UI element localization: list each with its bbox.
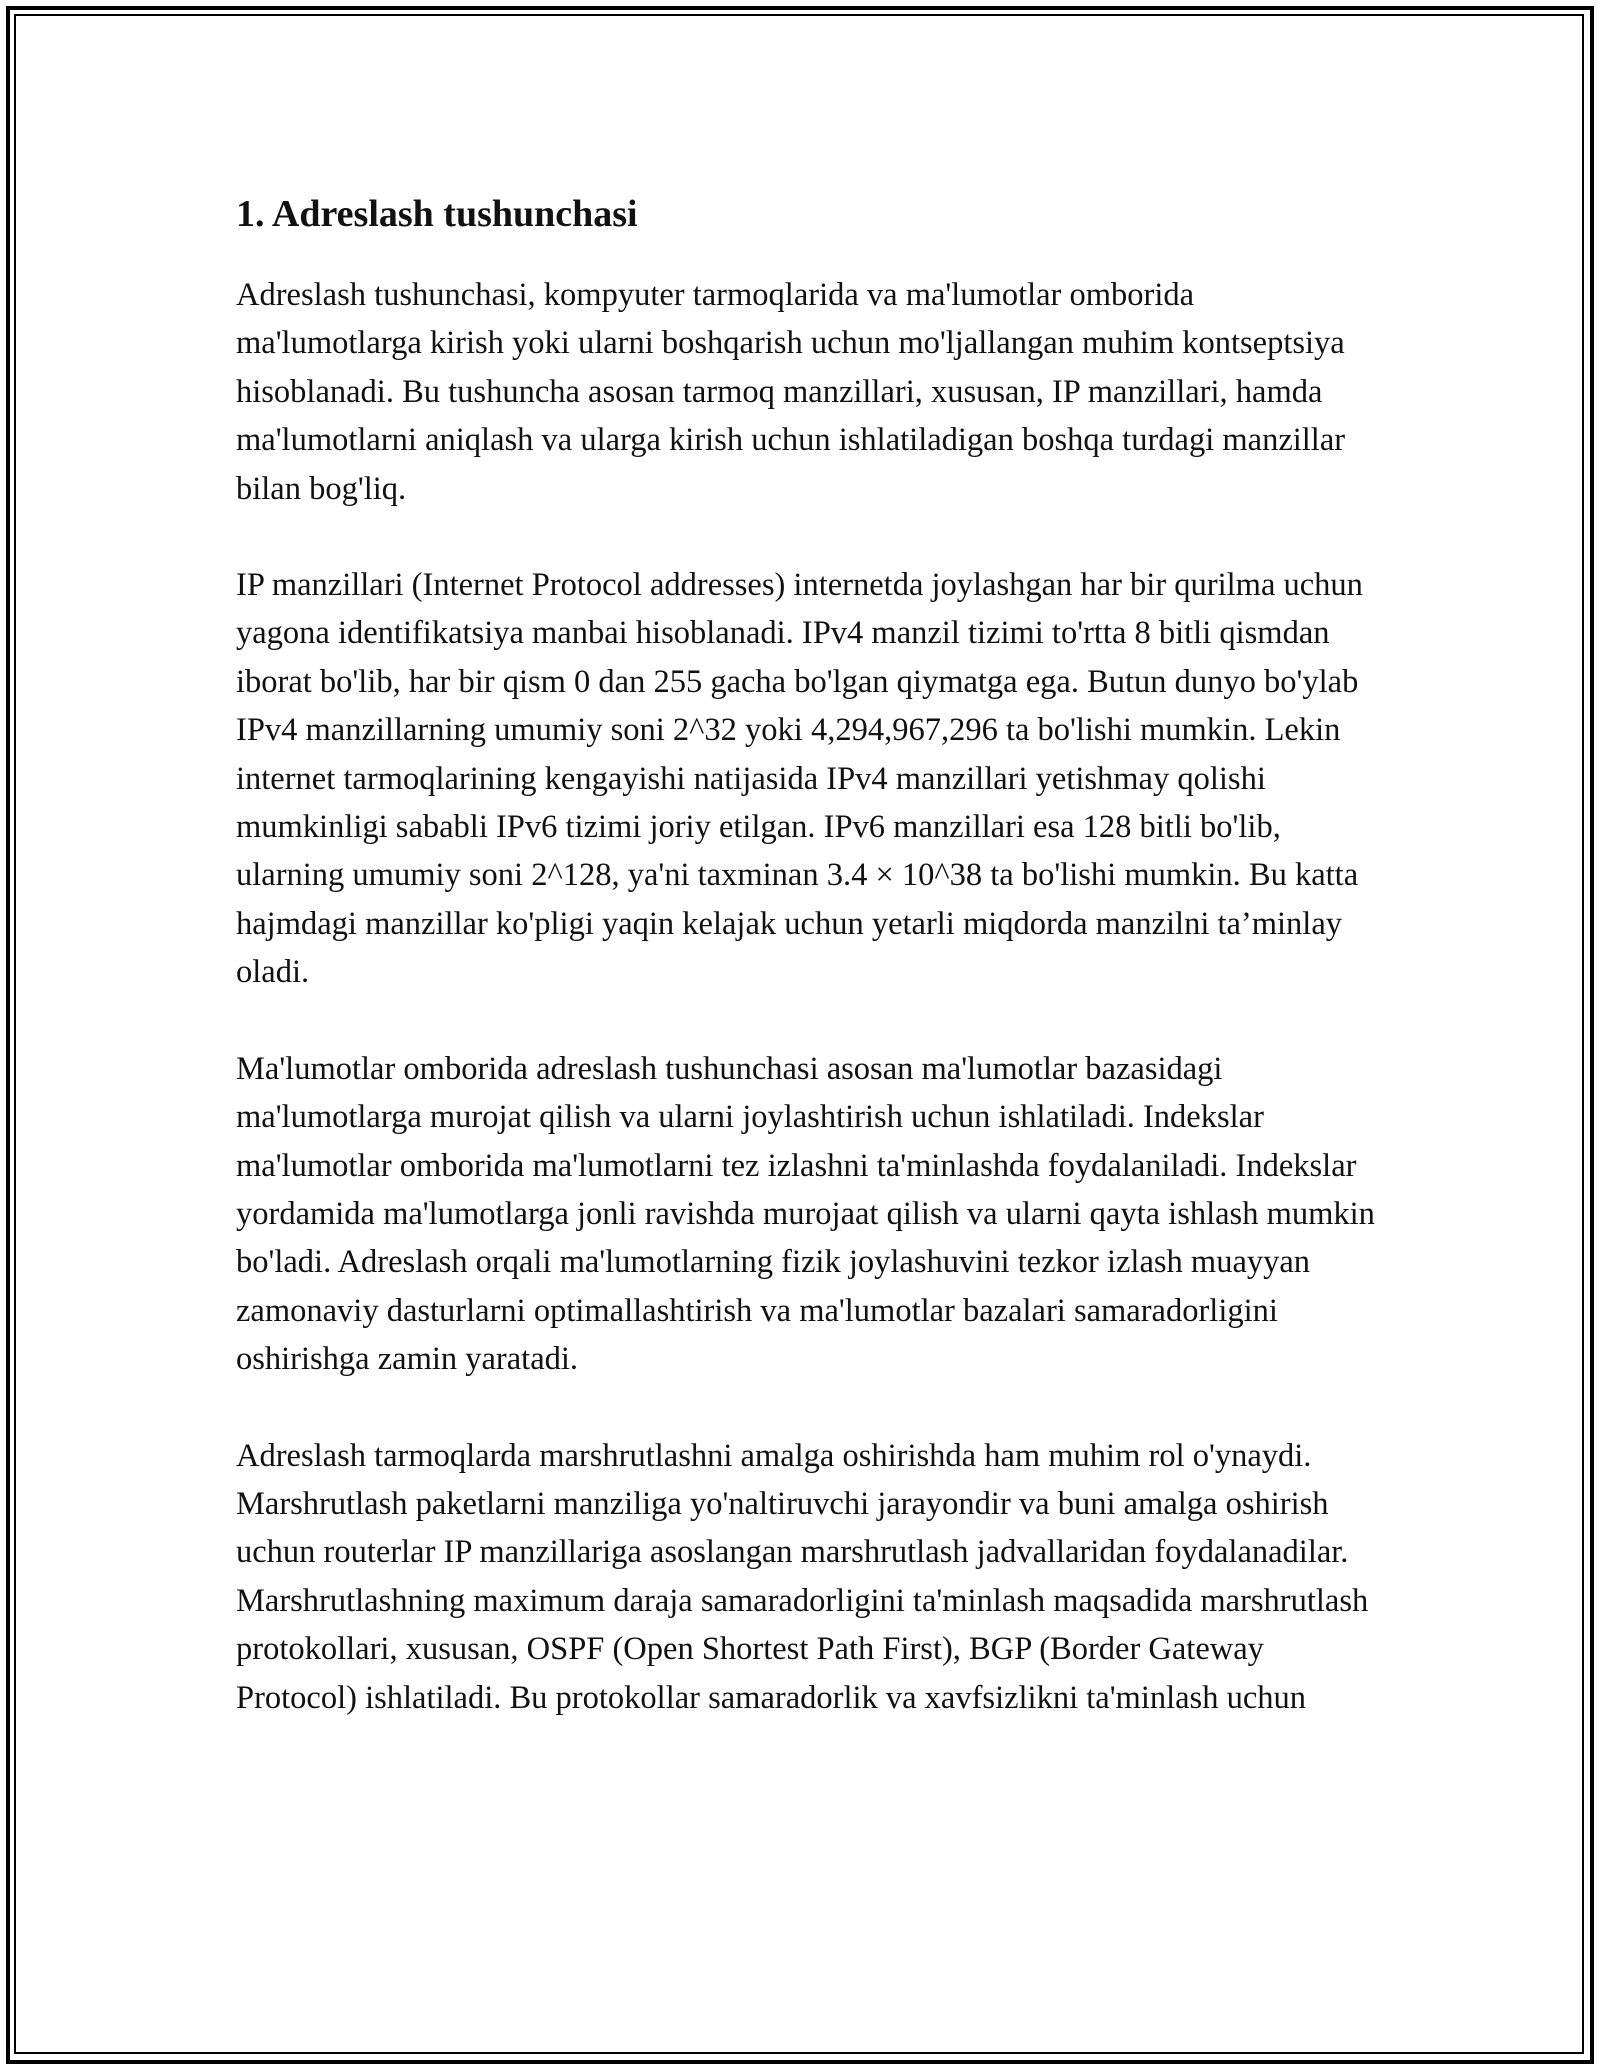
- paragraph-ip-addresses: IP manzillari (Internet Protocol addresses) internetda joylashgan har bir qurilma uchun yagona identifikatsiya manbai hisoblanadi. IPv4 manzil tizimi to'rtta 8 bitli qismdan iborat bo'lib, har bir qism 0 dan 255 gacha bo'lgan qiymatga ega. Butun dunyo bo'ylab IPv4 manzillarning umumiy soni 2^32 yoki 4,294,967,296 ta bo'lishi mumkin. Lekin internet tarmoqlarining kengayishi natijasida IPv4 manzillari yetishmay qolishi mumkinligi sababli IPv6 tizimi joriy etilgan. IPv6 manzillari esa 128 bitli bo'lib, ularning umumiy soni 2^128, ya'ni taxminan 3.4 × 10^38 ta bo'lishi mumkin. Bu katta hajmdagi manzillar ko'pligi yaqin kelajak uchun yetarli miqdorda manzilni ta’minlay oladi.: [236, 567, 1363, 991]
- paragraph-intro: Adreslash tushunchasi, kompyuter tarmoqlarida va ma'lumotlar omborida ma'lumotlarga kirish yoki ularni boshqarish uchun mo'ljallangan muhim kontseptsiya hisoblanadi. Bu tushuncha asosan tarmoq manzillari, xususan, IP manzillari, hamda ma'lumotlarni aniqlash va ularga kirish uchun ishlatiladigan boshqa turdagi manzillar bilan bog'liq.: [236, 277, 1346, 507]
- paragraph-database-addressing: Ma'lumotlar omborida adreslash tushunchasi asosan ma'lumotlar bazasidagi ma'lumotlarga murojat qilish va ularni joylashtirish uchun ishlatiladi. Indekslar ma'lumotlar omborida ma'lumotlarni tez izlashni ta'minlashda foydalaniladi. Indekslar yordamida ma'lumotlarga jonli ravishda murojaat qilish va ularni qayta ishlash mumkin bo'ladi. Adreslash orqali ma'lumotlarning fizik joylashuvini tezkor izlash muayyan zamonaviy dasturlarni optimallashtirish va ma'lumotlar bazalari samaradorligini oshirishga zamin yaratadi.: [236, 1050, 1375, 1378]
- paragraph-routing: Adreslash tarmoqlarda marshrutlashni amalga oshirishda ham muhim rol o'ynaydi. Marshrutlash paketlarni manziliga yo'naltiruvchi jarayondir va buni amalga oshirish uchun routerlar IP manzillariga asoslangan marshrutlash jadvallaridan foydalanadilar. Marshrutlashning maximum daraja samaradorligini ta'minlash maqsadida marshrutlash protokollari, xususan, OSPF (Open Shortest Path First), BGP (Border Gateway Protocol) ishlatiladi. Bu protokollar samaradorlik va xavfsizlikni ta'minlash uchun: [236, 1437, 1369, 1716]
- document-body: [236, 185, 1376, 1770]
- section-heading: 1. Adreslash tushunchasi: [236, 193, 638, 235]
